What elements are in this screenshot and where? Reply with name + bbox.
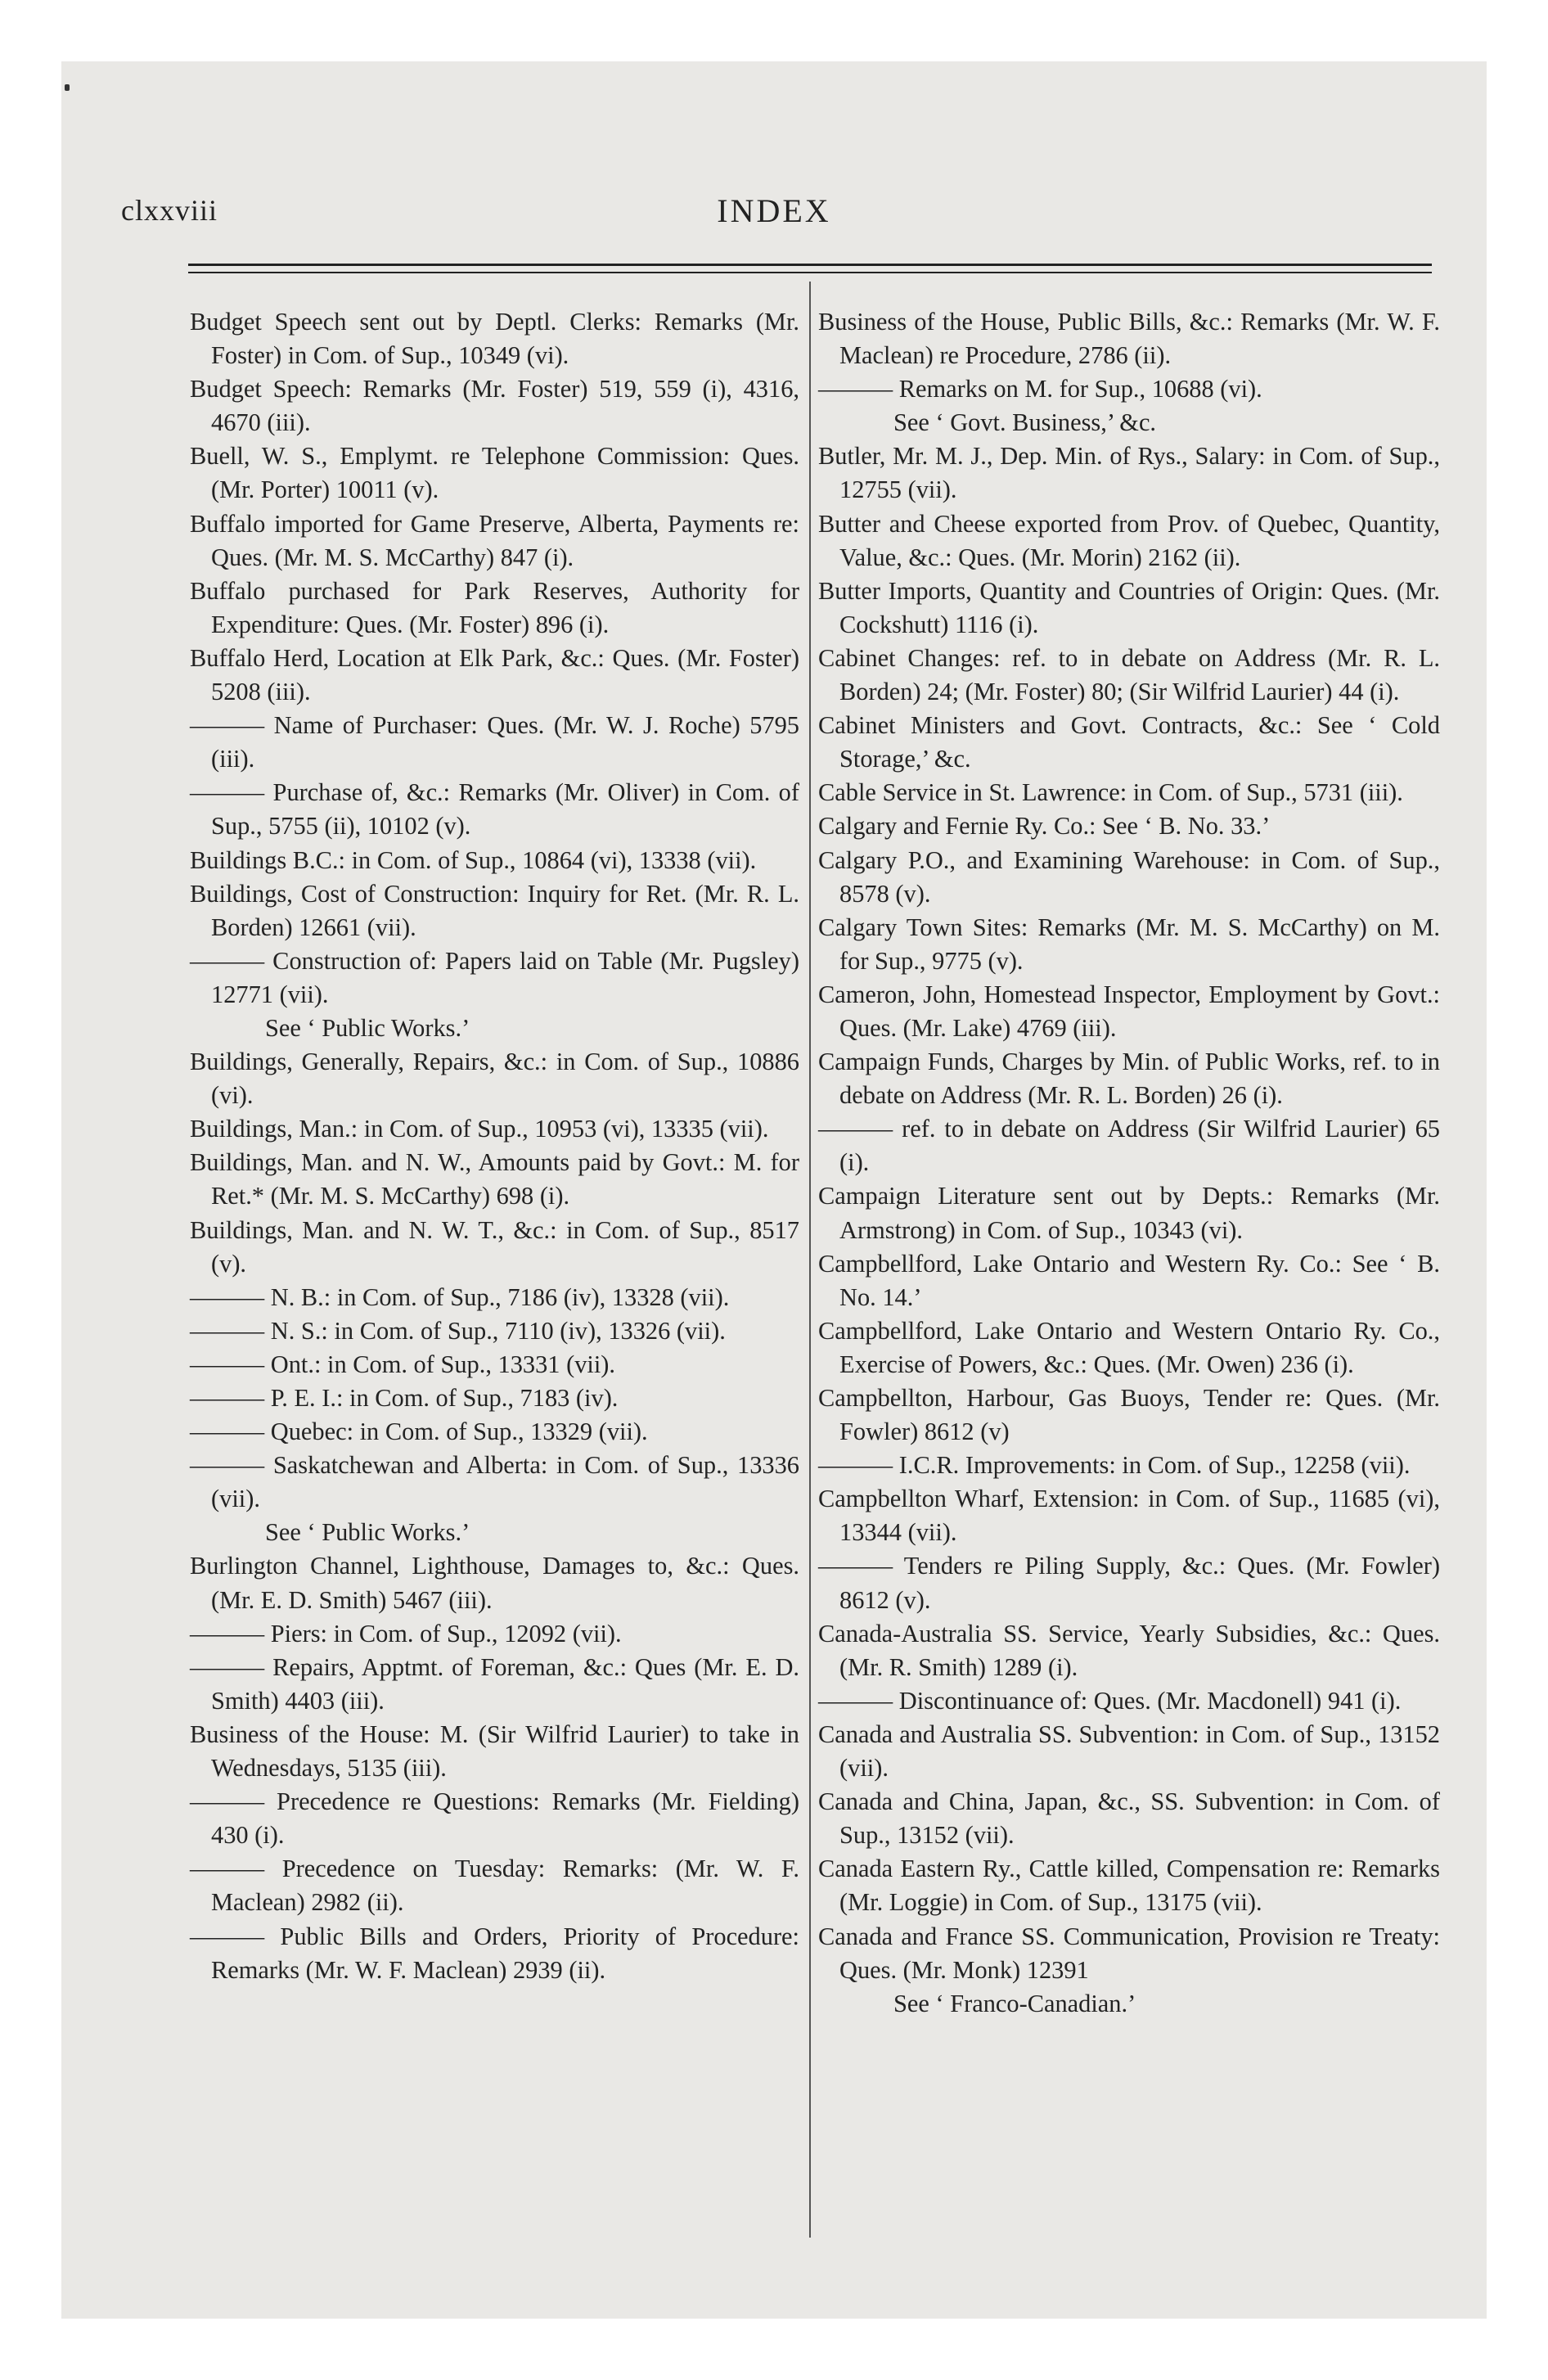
index-entry: ——— Remarks on M. for Sup., 10688 (vi). [818,375,1262,403]
index-entry: Budget Speech sent out by Deptl. Clerks: Remarks (Mr. Foster) in Com. of Sup., 10349 (vi). [190,308,799,370]
index-entry: ——— Repairs, Apptmt. of Foreman, &c.: Ques (Mr. E. D. Smith) 4403 (iii). [190,1652,799,1715]
index-entry: ——— Ont.: in Com. of Sup., 13331 (vii). [190,1350,616,1378]
index-entry: ——— N. S.: in Com. of Sup., 7110 (iv), 13326 (vii). [190,1316,726,1345]
index-entry: Campbellton, Harbour, Gas Buoys, Tender re: Ques. (Mr. Fowler) 8612 (v) [818,1384,1440,1446]
index-entry: ——— ref. to in debate on Address (Sir Wilfrid Laurier) 65 (i). [818,1115,1440,1177]
index-entry: Budget Speech: Remarks (Mr. Foster) 519, 559 (i), 4316, 4670 (iii). [190,375,799,437]
index-entry: Cameron, John, Homestead Inspector, Employment by Govt.: Ques. (Mr. Lake) 4769 (iii). [818,980,1440,1042]
index-entry: ——— Purchase of, &c.: Remarks (Mr. Oliver) in Com. of Sup., 5755 (ii), 10102 (v). [190,778,799,841]
index-entry: Cable Service in St. Lawrence: in Com. of Sup., 5731 (iii). [818,778,1403,807]
index-entry: Campaign Funds, Charges by Min. of Public Works, ref. to in debate on Address (Mr. R. L. Borden) 26 (i). [818,1048,1440,1110]
column-divider [809,282,811,2238]
index-entry: Buildings, Generally, Repairs, &c.: in Com. of Sup., 10886 (vi). [190,1048,799,1110]
index-entry: See ‘ Public Works.’ [265,1013,470,1042]
index-entry: Buell, W. S., Emplymt. re Telephone Commission: Ques. (Mr. Porter) 10011 (v). [190,442,799,504]
index-entry: Business of the House: M. (Sir Wilfrid Laurier) to take in Wednesdays, 5135 (iii). [190,1720,799,1783]
header-rule-thick [188,264,1432,266]
index-entry: ——— Construction of: Papers laid on Table (Mr. Pugsley) 12771 (vii). [190,946,799,1008]
index-entry: Canada and Australia SS. Subvention: in Com. of Sup., 13152 (vii). [818,1720,1440,1783]
index-entry: ——— Tenders re Piling Supply, &c.: Ques. (Mr. Fowler) 8612 (v). [818,1552,1440,1614]
index-entry: Cabinet Changes: ref. to in debate on Address (Mr. R. L. Borden) 24; (Mr. Foster) 80; (Sir Wilfrid Laurier) 44 (i). [818,643,1440,706]
index-entry: Business of the House, Public Bills, &c.: Remarks (Mr. W. F. Maclean) re Procedure, 2786 (ii). [818,308,1440,370]
page-number: clxxviii [121,194,218,227]
index-entry: Calgary P.O., and Examining Warehouse: in Com. of Sup., 8578 (v). [818,845,1440,908]
index-entry: Canada and France SS. Communication, Provision re Treaty: Ques. (Mr. Monk) 12391 [818,1922,1440,1984]
index-entry: ——— I.C.R. Improvements: in Com. of Sup., 12258 (vii). [818,1451,1411,1480]
index-entry: See ‘ Public Works.’ [265,1518,470,1547]
index-entry: See ‘ Govt. Business,’ &c. [893,408,1157,437]
index-entry: Campbellford, Lake Ontario and Western Ontario Ry. Co., Exercise of Powers, &c.: Ques. (Mr. Owen) 236 (i). [818,1316,1440,1378]
index-entry: ——— N. B.: in Com. of Sup., 7186 (iv), 13328 (vii). [190,1282,730,1311]
index-entry: ——— Quebec: in Com. of Sup., 13329 (vii). [190,1418,648,1446]
index-entry: Campbellton Wharf, Extension: in Com. of Sup., 11685 (vi), 13344 (vii). [818,1485,1440,1547]
index-entry: ——— Precedence re Questions: Remarks (Mr. Fielding) 430 (i). [190,1787,799,1850]
index-entry: Butter and Cheese exported from Prov. of Quebec, Quantity, Value, &c.: Ques. (Mr. Morin) 2162 (ii). [818,509,1440,571]
index-entry: ——— Precedence on Tuesday: Remarks: (Mr. W. F. Maclean) 2982 (ii). [190,1855,799,1917]
index-entry: Buildings, Man.: in Com. of Sup., 10953 (vi), 13335 (vii). [190,1115,769,1143]
index-entry: Buildings, Cost of Construction: Inquiry for Ret. (Mr. R. L. Borden) 12661 (vii). [190,879,799,941]
index-entry: Burlington Channel, Lighthouse, Damages to, &c.: Ques. (Mr. E. D. Smith) 5467 (iii). [190,1552,799,1614]
index-entry: Buffalo Herd, Location at Elk Park, &c.: Ques. (Mr. Foster) 5208 (iii). [190,643,799,706]
index-entry: ——— P. E. I.: in Com. of Sup., 7183 (iv). [190,1384,619,1412]
index-entry: Buildings B.C.: in Com. of Sup., 10864 (vi), 13338 (vii). [190,845,757,874]
index-entry: ——— Discontinuance of: Ques. (Mr. Macdonell) 941 (i). [818,1686,1402,1715]
index-entry: Butter Imports, Quantity and Countries of Origin: Ques. (Mr. Cockshutt) 1116 (i). [818,576,1440,638]
index-entry: Calgary Town Sites: Remarks (Mr. M. S. McCarthy) on M. for Sup., 9775 (v). [818,913,1440,975]
index-entry: Buildings, Man. and N. W., Amounts paid by Govt.: M. for Ret.* (Mr. M. S. McCarthy) 698 (i). [190,1148,799,1210]
index-entry: Canada-Australia SS. Service, Yearly Subsidies, &c.: Ques. (Mr. R. Smith) 1289 (i). [818,1619,1440,1681]
index-entry: Campbellford, Lake Ontario and Western Ry. Co.: See ‘ B. No. 14.’ [818,1249,1440,1311]
index-entry: Buffalo imported for Game Preserve, Alberta, Payments re: Ques. (Mr. M. S. McCarthy) 847 (i). [190,509,799,571]
index-entry: Campaign Literature sent out by Depts.: Remarks (Mr. Armstrong) in Com. of Sup., 10343 (vi). [818,1182,1440,1244]
index-entry: Buildings, Man. and N. W. T., &c.: in Com. of Sup., 8517 (v). [190,1215,799,1278]
scan-speck [65,84,70,91]
index-entry: Buffalo purchased for Park Reserves, Authority for Expenditure: Ques. (Mr. Foster) 896 (i). [190,576,799,638]
index-entry: See ‘ Franco-Canadian.’ [893,1989,1136,2017]
page-title: INDEX [717,192,831,229]
index-entry: Calgary and Fernie Ry. Co.: See ‘ B. No. 33.’ [818,812,1271,841]
index-column-left [190,305,799,1987]
index-entry: Butler, Mr. M. J., Dep. Min. of Rys., Salary: in Com. of Sup., 12755 (vii). [818,442,1440,504]
header-rule-thin [188,272,1432,273]
index-entry: ——— Public Bills and Orders, Priority of Procedure: Remarks (Mr. W. F. Maclean) 2939 (ii). [190,1922,799,1984]
index-entry: Canada and China, Japan, &c., SS. Subvention: in Com. of Sup., 13152 (vii). [818,1787,1440,1850]
index-column-right [818,305,1440,2021]
index-entry: ——— Name of Purchaser: Ques. (Mr. W. J. Roche) 5795 (iii). [190,711,799,773]
index-entry: Canada Eastern Ry., Cattle killed, Compensation re: Remarks (Mr. Loggie) in Com. of Sup., 13175 (vii). [818,1855,1440,1917]
index-entry: Cabinet Ministers and Govt. Contracts, &c.: See ‘ Cold Storage,’ &c. [818,711,1440,773]
index-entry: ——— Piers: in Com. of Sup., 12092 (vii). [190,1619,622,1648]
index-entry: ——— Saskatchewan and Alberta: in Com. of Sup., 13336 (vii). [190,1451,799,1513]
